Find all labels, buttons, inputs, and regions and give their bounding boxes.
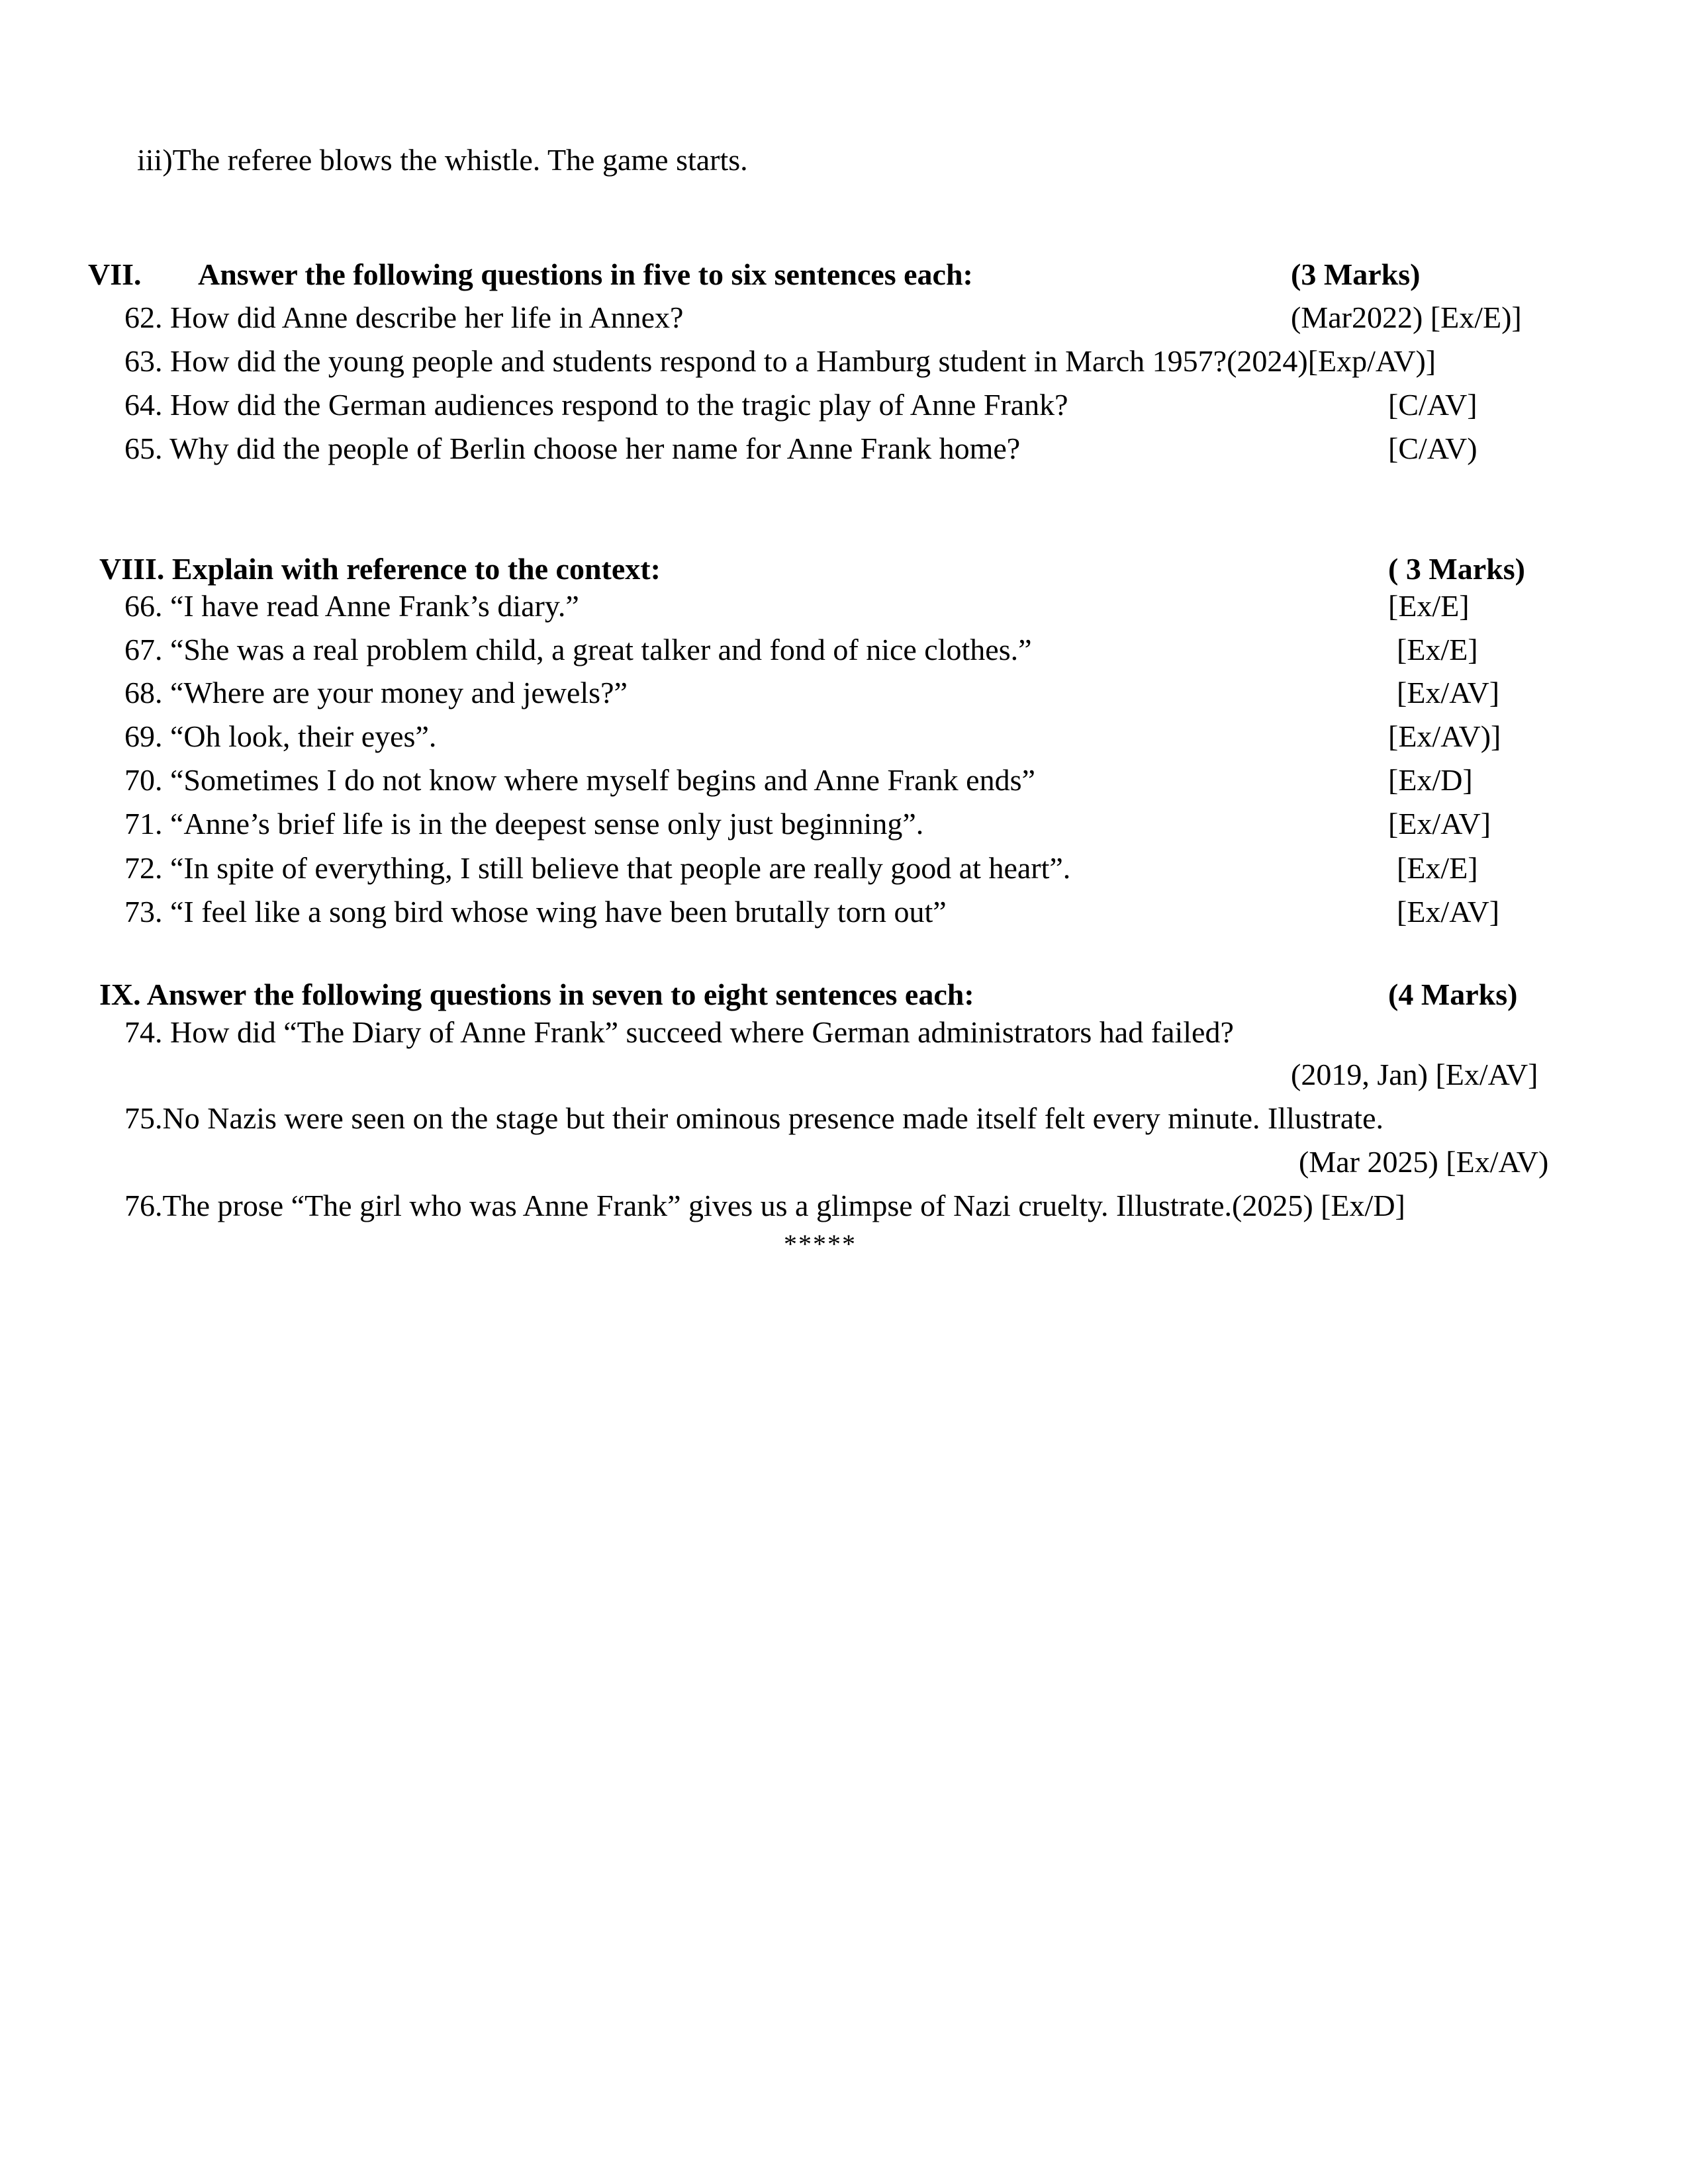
section-8-heading: VIII. Explain with reference to the context: xyxy=(99,552,661,586)
section-9-heading: IX. Answer the following questions in seven to eight sentences each: xyxy=(99,978,974,1011)
intro-line: iii)The referee blows the whistle. The game starts. xyxy=(137,143,748,177)
question-73: 73. “I feel like a song bird whose wing have been brutally torn out” xyxy=(124,895,947,929)
question-72: 72. “In spite of everything, I still believe that people are really good at heart”. xyxy=(124,851,1071,885)
question-72-tag: [Ex/E] xyxy=(1397,851,1478,885)
question-70: 70. “Sometimes I do not know where myself begins and Anne Frank ends” xyxy=(124,763,1035,797)
section-7-numeral: VII. xyxy=(88,257,142,291)
question-66-tag: [Ex/E] xyxy=(1388,589,1470,623)
question-68-tag: [Ex/AV] xyxy=(1397,676,1500,709)
question-69-tag: [Ex/AV)] xyxy=(1388,719,1501,753)
question-74-tag: (2019, Jan) [Ex/AV] xyxy=(1291,1058,1538,1091)
section-7-marks: (3 Marks) xyxy=(1291,257,1421,291)
end-asterisks: ***** xyxy=(784,1229,857,1259)
question-67: 67. “She was a real problem child, a great talker and fond of nice clothes.” xyxy=(124,633,1032,666)
question-62-tag: (Mar2022) [Ex/E)] xyxy=(1291,300,1522,334)
question-74: 74. How did “The Diary of Anne Frank” succeed where German administrators had failed? xyxy=(124,1015,1234,1049)
section-8-marks: ( 3 Marks) xyxy=(1388,552,1525,586)
question-65-tag: [C/AV) xyxy=(1388,432,1477,465)
question-69: 69. “Oh look, their eyes”. xyxy=(124,719,437,753)
question-75: 75.No Nazis were seen on the stage but their ominous presence made itself felt every minute. Illustrate. xyxy=(124,1101,1383,1135)
question-64: 64. How did the German audiences respond to the tragic play of Anne Frank? xyxy=(124,388,1068,422)
section-7-heading: Answer the following questions in five to six sentences each: xyxy=(198,257,973,291)
question-71-tag: [Ex/AV] xyxy=(1388,807,1491,841)
section-9-marks: (4 Marks) xyxy=(1388,978,1518,1011)
question-63: 63. How did the young people and students respond to a Hamburg student in March 1957?(2024)[Exp/AV)] xyxy=(124,344,1436,378)
question-75-tag: (Mar 2025) [Ex/AV) xyxy=(1299,1145,1549,1179)
question-70-tag: [Ex/D] xyxy=(1388,763,1473,797)
question-62: 62. How did Anne describe her life in Annex? xyxy=(124,300,684,334)
question-73-tag: [Ex/AV] xyxy=(1397,895,1500,929)
question-68: 68. “Where are your money and jewels?” xyxy=(124,676,628,709)
question-67-tag: [Ex/E] xyxy=(1397,633,1478,666)
question-66: 66. “I have read Anne Frank’s diary.” xyxy=(124,589,579,623)
question-65: 65. Why did the people of Berlin choose her name for Anne Frank home? xyxy=(124,432,1021,465)
question-71: 71. “Anne’s brief life is in the deepest sense only just beginning”. xyxy=(124,807,924,841)
question-76: 76.The prose “The girl who was Anne Frank” gives us a glimpse of Nazi cruelty. Illustrate.(2025) [Ex/D] xyxy=(124,1189,1405,1222)
question-64-tag: [C/AV] xyxy=(1388,388,1477,422)
